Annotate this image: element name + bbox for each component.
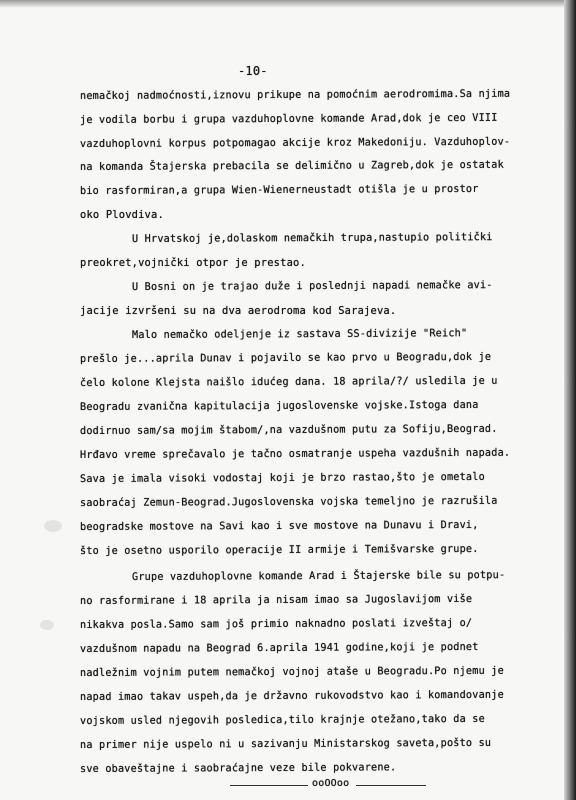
scan-top-edge bbox=[0, 0, 576, 8]
text-line: Malo nemačko odeljenje iz sastava SS-divizije "Reich" bbox=[131, 327, 468, 341]
text-line: na komanda Štajerska prebacila se delimično u Zagreb,dok je ostatak bbox=[79, 158, 504, 173]
text-line: vazdušnom napadu na Beograd 6.aprila 1941 godine,koji je podnet bbox=[79, 640, 479, 655]
text-line: nadležnim vojnim putem nemačkoj vojnoj ataše u Beogradu.Po njemu je bbox=[79, 664, 504, 679]
text-line: jacije izvršeni su na dva aerodroma kod Sarajeva. bbox=[80, 305, 397, 317]
text-line: nemačkoj nadmoćnosti,iznovu prikupe na pomoćnim aerodromima.Sa njima bbox=[79, 87, 511, 102]
text-line: vazduhoplovni korpus potpomagao akcije kroz Makedoniju. Vazduhoplov- bbox=[79, 135, 511, 150]
text-line: čelo kolone Klejsta naišlo idućeg dana. 18 aprila/?/ usledila je u bbox=[79, 374, 498, 389]
text-line: beogradske mostove na Savi kao i sve mostove na Dunavu i Dravi, bbox=[79, 518, 479, 533]
text-line: saobraćaj Zemun-Beograd.Jugoslovenska vojska temeljno je razrušila bbox=[79, 494, 498, 509]
text-line: U Bosni on je trajao duže i poslednji napadi nemačke avi- bbox=[131, 279, 493, 293]
text-line: nikakva posla.Samo sam još primio naknadno poslati izveštaj o/ bbox=[79, 616, 473, 631]
text-line: je vodila borbu i grupa vazduhoplovne komande Arad,dok je ceo VIII bbox=[79, 111, 498, 126]
text-line: dodirnuo sam/sa mojim štabom/,na vazdušnom putu za Sofiju,Beograd. bbox=[79, 422, 498, 437]
text-line: Beogradu zvanična kapitulacija jugoslovenske vojske.Istoga dana bbox=[79, 398, 479, 413]
text-line: preokret,vojnički otpor je prestao. bbox=[80, 257, 306, 269]
scan-smudge bbox=[40, 620, 54, 630]
text-line: vojskom usled njegovih posledica,tilo krajnje otežano,tako da se bbox=[79, 712, 485, 727]
text-line: Grupe vazduhoplovne komande Arad i Štajerske bile su potpu- bbox=[131, 569, 506, 583]
text-line: napad imao takav uspeh,da je državno rukovodstvo kao i komandovanje bbox=[79, 688, 504, 703]
text-line: sve obaveštajne i saobraćajne veze bile pokvarene. bbox=[79, 761, 397, 775]
text-line: U Hrvatskoj je,dolaskom nemačkih trupa,nastupio politički bbox=[131, 231, 493, 245]
text-line: bio rasformiran,a grupa Wien-Wienerneustadt otišla je u prostor bbox=[79, 182, 479, 197]
text-line: Sava je imala visoki vodostaj koji je brzo rastao,što je ometalo bbox=[79, 470, 485, 485]
end-mark: ooOOoo bbox=[312, 778, 350, 789]
text-line: oko Plovdiva. bbox=[80, 209, 164, 221]
text-line: na primer nije uspelo ni u sazivanju Ministarskog saveta,pošto su bbox=[79, 736, 492, 751]
page-number: -10- bbox=[238, 64, 268, 78]
text-line: Hrđavo vreme sprečavalo je tačno osmatranje uspeha vazdušnih napada. bbox=[79, 446, 511, 461]
end-rule-left bbox=[230, 785, 308, 786]
text-line: prešlo je...aprila Dunav i pojavilo se kao prvo u Beogradu,dok je bbox=[79, 350, 492, 365]
end-rule-right bbox=[356, 785, 426, 786]
text-line: no rasformirane i 18 aprila ja nisam imao sa Jugoslavijom više bbox=[79, 592, 473, 607]
text-line: što je osetno usporilo operacije II armije i Temišvarske grupe. bbox=[79, 542, 479, 557]
scan-right-edge bbox=[564, 0, 576, 800]
scan-smudge bbox=[44, 520, 62, 532]
